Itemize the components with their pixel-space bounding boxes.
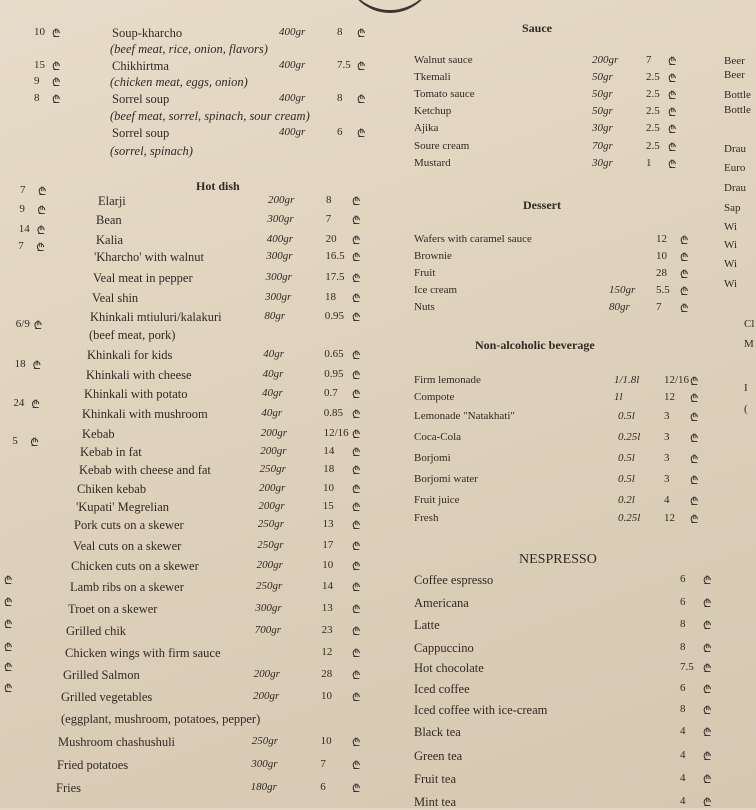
lari-icon: ₾ xyxy=(668,90,677,102)
lari-icon: ₾ xyxy=(352,692,361,704)
menu-item-name: Nuts xyxy=(414,301,435,313)
menu-item-name: Khinkali with mushroom xyxy=(82,407,208,421)
lari-icon: ₾ xyxy=(703,684,712,696)
menu-item-price: 6 xyxy=(680,573,686,585)
right-edge-cut-text: Sap xyxy=(724,202,741,214)
section-title-dessert: Dessert xyxy=(523,198,561,212)
lari-icon: ₾ xyxy=(36,225,46,237)
menu-item-weight: 300gr xyxy=(265,271,292,283)
menu-item-name: Khinkali with cheese xyxy=(86,368,192,382)
section-title-nespresso: NESPRESSO xyxy=(519,552,597,567)
menu-item-name: Borjomi water xyxy=(414,473,478,485)
menu-item-name: Kebab xyxy=(82,427,115,441)
lari-icon: ₾ xyxy=(33,320,43,332)
lari-icon: ₾ xyxy=(352,215,361,227)
menu-item-weight: 400gr xyxy=(279,92,306,104)
menu-item-price: 7 xyxy=(325,213,332,225)
menu-item-price: 5.5 xyxy=(656,284,670,296)
lari-icon: ₾ xyxy=(668,107,677,119)
menu-item-price: 0.95 xyxy=(324,310,345,322)
left-cut-price: 18 xyxy=(14,358,26,370)
menu-item-weight: 300gr xyxy=(265,291,292,303)
lari-icon: ₾ xyxy=(680,252,689,264)
menu-item-price: 12 xyxy=(664,391,675,403)
menu-item-price: 8 xyxy=(680,641,686,653)
menu-item-weight: 1/1.8l xyxy=(614,374,640,386)
lari-icon: ₾ xyxy=(352,541,361,553)
menu-item-price: 6 xyxy=(680,596,686,608)
lari-icon: ₾ xyxy=(352,409,361,421)
menu-item-price: 23 xyxy=(321,624,333,636)
menu-item-weight: 200gr xyxy=(260,445,287,457)
menu-item-weight: 400gr xyxy=(266,233,294,245)
right-edge-cut-text: Wi xyxy=(724,221,737,233)
lari-icon: ₾ xyxy=(690,412,699,424)
menu-item-name: Grilled Salmon xyxy=(63,668,140,682)
menu-item-weight: 300gr xyxy=(267,213,294,225)
menu-item-price: 3 xyxy=(664,473,670,485)
right-edge-cut-text: Drau xyxy=(724,182,746,194)
lari-icon: ₾ xyxy=(352,582,361,594)
left-cut-price: 5 xyxy=(12,435,18,447)
lari-icon: ₾ xyxy=(690,454,699,466)
menu-item-weight: 40gr xyxy=(262,368,284,380)
left-cut-price: 6/9 xyxy=(15,318,30,330)
menu-item-weight: 250gr xyxy=(251,735,279,747)
menu-item-name: Sorrel soup xyxy=(112,92,170,106)
menu-item-name: Sorrel soup xyxy=(112,126,170,140)
menu-item-price: 10 xyxy=(322,559,334,571)
menu-item-name: Iced coffee xyxy=(414,682,470,696)
menu-item-weight: 400gr xyxy=(279,126,306,138)
menu-item-weight: 200gr xyxy=(268,194,295,206)
lari-icon: ₾ xyxy=(38,186,47,198)
right-edge-cut-text: Bottle xyxy=(724,104,751,116)
right-edge-cut-text: Wi xyxy=(724,278,737,290)
menu-item-price: 15 xyxy=(322,500,334,512)
menu-item-price: 7 xyxy=(320,758,326,770)
menu-item-price: 12/16 xyxy=(323,427,349,439)
menu-item-name: Ajika xyxy=(414,122,439,134)
lari-icon: ₾ xyxy=(352,389,361,401)
menu-item-price: 10 xyxy=(656,250,667,262)
menu-item-weight: 200gr xyxy=(253,690,280,702)
lari-icon: ₾ xyxy=(690,393,699,405)
lari-icon: ₾ xyxy=(352,350,361,362)
menu-item-weight: 40gr xyxy=(262,387,283,399)
lari-icon: ₾ xyxy=(668,73,677,85)
lari-icon: ₾ xyxy=(680,286,689,298)
menu-item-weight: 200gr xyxy=(260,427,288,439)
menu-item-price: 6 xyxy=(337,126,343,138)
menu-item-price: 28 xyxy=(321,668,333,680)
menu-item-price: 10 xyxy=(323,482,334,494)
menu-item-price: 13 xyxy=(321,602,333,614)
lari-icon: ₾ xyxy=(690,376,699,388)
menu-item-weight: 250gr xyxy=(256,580,283,592)
menu-item-price: 2.5 xyxy=(646,105,660,117)
lari-icon: ₾ xyxy=(31,399,40,411)
right-edge-cut-text: Beer xyxy=(724,55,745,67)
lari-icon: ₾ xyxy=(352,465,361,477)
menu-item-weight: 70gr xyxy=(592,140,613,152)
lari-icon: ₾ xyxy=(52,94,61,106)
menu-item-weight: 50gr xyxy=(592,105,613,117)
lari-icon: ₾ xyxy=(357,61,366,73)
menu-item-name: Americana xyxy=(414,596,469,610)
menu-item-weight: 200gr xyxy=(592,54,619,66)
menu-item-weight: 30gr xyxy=(592,122,613,134)
menu-item-price: 0.85 xyxy=(323,407,344,419)
menu-item-price: 3 xyxy=(664,410,670,422)
menu-item-price: 4 xyxy=(680,772,686,784)
right-edge-cut-text: Drau xyxy=(724,143,746,155)
lari-icon: ₾ xyxy=(352,447,361,459)
lari-icon: ₾ xyxy=(52,61,61,73)
menu-item-weight: 0.25l xyxy=(618,431,641,443)
menu-item-price: 1 xyxy=(646,157,652,169)
menu-item-price: 2.5 xyxy=(646,122,660,134)
menu-item-price: 28 xyxy=(656,267,667,279)
lari-icon: ₾ xyxy=(357,28,366,40)
menu-item-name: Lemonade "Natakhati" xyxy=(414,410,515,422)
left-cut-price: 14 xyxy=(18,223,30,235)
lari-icon: ₾ xyxy=(703,797,712,809)
menu-item-price: 6 xyxy=(680,682,686,694)
menu-item-name: Compote xyxy=(414,391,455,403)
left-cut-price: 7 xyxy=(18,240,24,252)
menu-item-weight: 300gr xyxy=(255,602,282,614)
menu-item-name: Veal shin xyxy=(92,291,139,305)
lari-icon: ₾ xyxy=(37,205,46,217)
menu-item-name: (eggplant, mushroom, potatoes, pepper) xyxy=(61,712,261,726)
menu-item-name: Elarji xyxy=(98,194,126,208)
menu-item-price: 7.5 xyxy=(680,661,694,673)
menu-item-name: Fruit tea xyxy=(414,772,457,786)
menu-item-weight: 300gr xyxy=(251,758,278,770)
lari-icon: ₾ xyxy=(4,662,13,674)
menu-item-name: Veal meat in pepper xyxy=(93,271,193,285)
lari-icon: ₾ xyxy=(352,760,361,772)
logo-arc xyxy=(345,0,435,13)
menu-item-weight: 150gr xyxy=(609,284,636,296)
menu-item-name: Brownie xyxy=(414,250,452,262)
menu-item-price: 16.5 xyxy=(325,250,345,262)
menu-item-price: 7 xyxy=(656,301,662,313)
lari-icon: ₾ xyxy=(357,94,366,106)
menu-item-weight: 200gr xyxy=(256,559,283,571)
lari-icon: ₾ xyxy=(352,370,361,382)
menu-item-price: 12 xyxy=(656,233,667,245)
menu-item-weight: 250gr xyxy=(259,463,286,475)
menu-item-name: Green tea xyxy=(414,749,463,763)
menu-item-name: Khinkali with potato xyxy=(84,387,188,401)
lari-icon: ₾ xyxy=(703,598,712,610)
menu-item-weight: 0.5l xyxy=(618,473,635,485)
menu-item-weight: 250gr xyxy=(257,518,285,530)
menu-item-weight: 0.5l xyxy=(618,452,635,464)
lari-icon: ₾ xyxy=(703,620,712,632)
menu-item-name: 'Kharcho' with walnut xyxy=(94,250,205,264)
menu-item-name: Walnut sauce xyxy=(414,54,473,66)
lari-icon: ₾ xyxy=(4,642,13,654)
menu-item-name: Lamb ribs on a skewer xyxy=(70,580,184,594)
lari-icon: ₾ xyxy=(352,235,361,247)
right-edge-cut-text: Cl xyxy=(744,318,755,330)
menu-item-price: 3 xyxy=(664,452,670,464)
menu-item-price: 8 xyxy=(337,92,343,104)
lari-icon: ₾ xyxy=(36,242,45,254)
menu-item-name: Soure cream xyxy=(414,140,470,152)
menu-item-weight: 0.2l xyxy=(618,494,635,506)
menu-item-price: 17 xyxy=(322,539,334,551)
menu-item-price: 0.65 xyxy=(324,348,344,360)
menu-item-weight: 80gr xyxy=(264,310,286,322)
menu-item-name: Fruit juice xyxy=(414,494,460,506)
menu-item-name: Mint tea xyxy=(414,795,457,809)
menu-item-name: Soup-kharcho xyxy=(112,26,183,40)
lari-icon: ₾ xyxy=(668,124,677,136)
right-edge-cut-text: M xyxy=(744,338,754,350)
menu-item-name: Chiken kebab xyxy=(77,482,147,496)
lari-icon: ₾ xyxy=(352,293,361,305)
lari-icon: ₾ xyxy=(352,252,361,264)
menu-item-weight: 0.5l xyxy=(618,410,635,422)
right-edge-cut-text: Bottle xyxy=(724,89,751,101)
lari-icon: ₾ xyxy=(680,235,689,247)
lari-icon: ₾ xyxy=(352,196,361,208)
left-cut-price: 8 xyxy=(34,92,40,104)
left-cut-price: 10 xyxy=(34,26,45,38)
menu-item-name: Troet on a skewer xyxy=(68,602,158,616)
section-title-non-alcoholic: Non-alcoholic beverage xyxy=(475,338,595,352)
menu-item-name: Coffee espresso xyxy=(414,573,494,587)
menu-item-price: 20 xyxy=(325,233,337,245)
menu-item-name: Cappuccino xyxy=(414,641,474,655)
lari-icon: ₾ xyxy=(668,56,677,68)
menu-item-name: Mushroom chashushuli xyxy=(58,735,176,749)
lari-icon: ₾ xyxy=(680,303,689,315)
menu-item-name: Fried potatoes xyxy=(57,758,129,772)
menu-item-price: 17.5 xyxy=(325,271,345,283)
right-edge-cut-text: Wi xyxy=(724,239,737,251)
menu-item-price: 18 xyxy=(323,463,335,475)
lari-icon: ₾ xyxy=(32,360,42,372)
menu-item-price: 6 xyxy=(320,781,326,793)
lari-icon: ₾ xyxy=(357,128,366,140)
menu-item-weight: 200gr xyxy=(259,482,286,494)
menu-item-price: 8 xyxy=(326,194,332,206)
menu-item-name: Grilled chik xyxy=(66,624,127,638)
lari-icon: ₾ xyxy=(352,604,361,616)
menu-item-weight: 40gr xyxy=(263,348,284,360)
lari-icon: ₾ xyxy=(690,496,699,508)
left-cut-price: 15 xyxy=(34,59,45,71)
menu-item-weight: 250gr xyxy=(257,539,284,551)
menu-item-price: 12/16 xyxy=(664,374,690,386)
lari-icon: ₾ xyxy=(690,514,699,526)
menu-item-name: Fries xyxy=(56,781,81,795)
menu-item-price: 13 xyxy=(322,518,334,530)
menu-item-description: (sorrel, spinach) xyxy=(110,144,193,158)
right-edge-cut-text: Wi xyxy=(724,258,737,270)
right-edge-cut-text: I xyxy=(744,382,748,394)
menu-item-name: Latte xyxy=(414,618,440,632)
lari-icon: ₾ xyxy=(352,737,361,749)
lari-icon: ₾ xyxy=(352,648,361,660)
lari-icon: ₾ xyxy=(703,575,712,587)
menu-item-weight: 180gr xyxy=(250,781,277,793)
menu-item-name: Mustard xyxy=(414,157,451,169)
menu-item-name: 'Kupati' Megrelian xyxy=(76,500,170,514)
menu-item-weight: 200gr xyxy=(253,668,280,680)
left-cut-price: 9 xyxy=(19,203,25,215)
menu-item-name: Firm lemonade xyxy=(414,374,481,386)
lari-icon: ₾ xyxy=(703,751,712,763)
menu-item-price: 12 xyxy=(321,646,333,658)
left-cut-price: 9 xyxy=(34,75,40,87)
menu-item-price: 3 xyxy=(664,431,670,443)
menu-item-name: Fruit xyxy=(414,267,436,279)
menu-item-weight: 400gr xyxy=(279,59,306,71)
lari-icon: ₾ xyxy=(352,626,361,638)
lari-icon: ₾ xyxy=(703,705,712,717)
menu-item-weight: 300gr xyxy=(266,250,293,262)
menu-item-price: 4 xyxy=(680,795,686,807)
menu-item-weight: 0.25l xyxy=(618,512,641,524)
menu-item-name: Black tea xyxy=(414,725,461,739)
menu-item-description: (beef meat, sorrel, spinach, sour cream) xyxy=(110,109,310,123)
menu-item-name: Chikhirtma xyxy=(112,59,169,73)
menu-item-price: 0.95 xyxy=(324,368,344,380)
lari-icon: ₾ xyxy=(352,484,361,496)
menu-item-price: 2.5 xyxy=(646,71,660,83)
menu-item-name: Kebab with cheese and fat xyxy=(79,463,211,477)
menu-item-price: 14 xyxy=(322,580,333,592)
lari-icon: ₾ xyxy=(352,312,361,324)
menu-item-name: Tomato sauce xyxy=(414,88,475,100)
lari-icon: ₾ xyxy=(668,159,677,171)
menu-item-price: 7 xyxy=(646,54,652,66)
menu-item-name: Chicken cuts on a skewer xyxy=(71,559,199,573)
menu-item-weight: 80gr xyxy=(609,301,630,313)
menu-item-name: Wafers with caramel sauce xyxy=(414,233,532,245)
lari-icon: ₾ xyxy=(703,774,712,786)
lari-icon: ₾ xyxy=(52,77,61,89)
lari-icon: ₾ xyxy=(668,142,677,154)
menu-item-description: (chicken meat, eggs, onion) xyxy=(110,75,248,89)
lari-icon: ₾ xyxy=(352,670,361,682)
menu-item-price: 8 xyxy=(680,703,686,715)
menu-item-name: Coca-Cola xyxy=(414,431,462,443)
lari-icon: ₾ xyxy=(52,28,61,40)
menu-item-price: 4 xyxy=(680,725,686,737)
menu-item-name: Veal cuts on a skewer xyxy=(73,539,182,553)
menu-item-price: 2.5 xyxy=(646,88,660,100)
menu-item-name: Ice cream xyxy=(414,284,458,296)
menu-item-price: 12 xyxy=(664,512,675,524)
menu-item-name: Kebab in fat xyxy=(80,445,142,459)
lari-icon: ₾ xyxy=(352,783,361,795)
lari-icon: ₾ xyxy=(352,502,361,514)
menu-item-price: 10 xyxy=(321,690,332,702)
section-title-hot-dish: Hot dish xyxy=(196,179,240,193)
menu-item-weight: 700gr xyxy=(254,624,282,636)
lari-icon: ₾ xyxy=(703,643,712,655)
menu-item-price: 18 xyxy=(325,291,336,303)
lari-icon: ₾ xyxy=(690,475,699,487)
lari-icon: ₾ xyxy=(690,433,699,445)
menu-item-price: 10 xyxy=(320,735,332,747)
lari-icon: ₾ xyxy=(4,575,13,587)
menu-item-price: 7.5 xyxy=(337,59,351,71)
menu-item-name: Grilled vegetables xyxy=(61,690,153,704)
lari-icon: ₾ xyxy=(703,663,712,675)
right-edge-cut-text: Beer xyxy=(724,69,745,81)
right-edge-cut-text: ( xyxy=(744,403,748,415)
menu-item-price: 2.5 xyxy=(646,140,660,152)
menu-item-name: Ketchup xyxy=(414,105,452,117)
menu-item-name: Iced coffee with ice-cream xyxy=(414,703,548,717)
menu-item-weight: 30gr xyxy=(592,157,613,169)
menu-item-name: Borjomi xyxy=(414,452,451,464)
menu-item-price: 14 xyxy=(323,445,335,457)
menu-item-name: Bean xyxy=(96,213,122,227)
menu-item-name: Hot chocolate xyxy=(414,661,484,675)
lari-icon: ₾ xyxy=(703,727,712,739)
menu-item-weight: 40gr xyxy=(261,407,283,419)
right-edge-cut-text: Euro xyxy=(724,162,746,174)
menu-item-price: 8 xyxy=(337,26,343,38)
left-cut-price: 24 xyxy=(13,397,25,409)
menu-item-weight: 200gr xyxy=(258,500,285,512)
lari-icon: ₾ xyxy=(4,683,13,695)
lari-icon: ₾ xyxy=(4,619,13,631)
menu-item-weight: 50gr xyxy=(592,88,613,100)
left-cut-price: 7 xyxy=(20,184,26,196)
menu-item-price: 0.7 xyxy=(324,387,338,399)
menu-item-name: Kalia xyxy=(96,233,124,247)
lari-icon: ₾ xyxy=(352,520,361,532)
menu-item-name: (beef meat, pork) xyxy=(89,328,176,342)
menu-item-description: (beef meat, rice, onion, flavors) xyxy=(110,42,268,56)
lari-icon: ₾ xyxy=(30,437,39,449)
lari-icon: ₾ xyxy=(352,273,361,285)
lari-icon: ₾ xyxy=(680,269,689,281)
menu-item-price: 8 xyxy=(680,618,686,630)
lari-icon: ₾ xyxy=(352,561,361,573)
menu-item-weight: 1l xyxy=(614,391,623,403)
menu-item-name: Khinkali for kids xyxy=(87,348,173,362)
menu-item-weight: 400gr xyxy=(279,26,306,38)
menu-item-name: Fresh xyxy=(414,512,439,524)
lari-icon: ₾ xyxy=(352,429,361,441)
menu-item-price: 4 xyxy=(664,494,670,506)
menu-item-price: 4 xyxy=(680,749,686,761)
menu-item-name: Khinkali mtiuluri/kalakuri xyxy=(90,310,222,324)
menu-item-weight: 50gr xyxy=(592,71,613,83)
lari-icon: ₾ xyxy=(4,597,13,609)
menu-item-name: Tkemali xyxy=(414,71,451,83)
menu-item-name: Pork cuts on a skewer xyxy=(74,518,184,532)
section-title-sauce: Sauce xyxy=(522,21,552,35)
menu-item-name: Chicken wings with firm sauce xyxy=(65,646,221,660)
